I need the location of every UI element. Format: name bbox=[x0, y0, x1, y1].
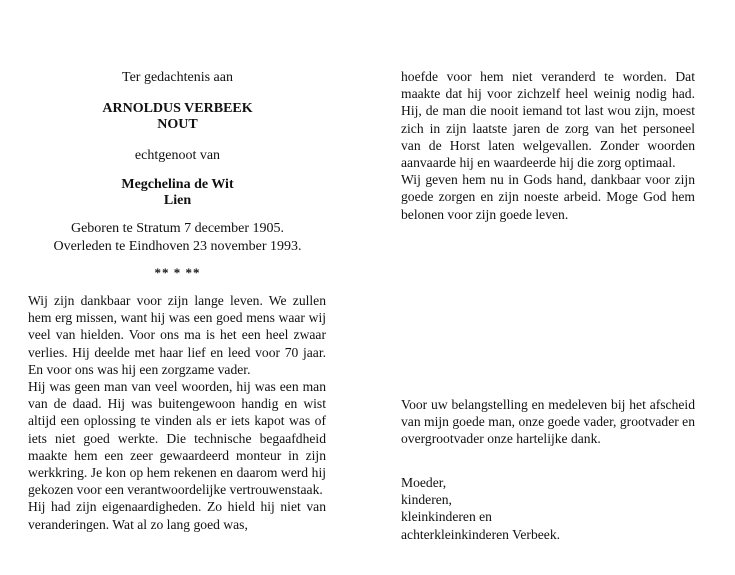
right-paragraph: Wij geven hem nu in Gods hand, dankbaar voor zijn goede zorgen en zijn noeste arbeid. Moge God hem belonen voor zijn goede leven. bbox=[401, 172, 695, 222]
signature-line: kleinkinderen en bbox=[401, 509, 492, 525]
spouse-name-line1: Megchelina de Wit bbox=[121, 177, 234, 192]
deceased-name bbox=[0, 101, 355, 133]
life-dates bbox=[0, 220, 355, 256]
signature-line: achterkleinkinderen Verbeek. bbox=[401, 526, 561, 542]
left-body-text bbox=[28, 292, 326, 533]
death-line: Overleden te Eindhoven 23 november 1993. bbox=[53, 239, 302, 254]
thanks-text bbox=[401, 396, 695, 448]
right-page bbox=[368, 0, 735, 575]
spouse-name bbox=[0, 177, 355, 209]
signature-block bbox=[401, 474, 701, 543]
left-paragraph: Hij was geen man van veel woorden, hij was een man van de daad. Hij was buitengewoon handig en wist altijd een oplossing te vinden als er iets kapot was of iets niet goed werkte. Die technische begaafdheid maakte hem een zeer gewaardeerd monteur in zijn werkkring. Je kon op hem rekenen en daarom werd hij gekozen voor een verantwoordelijke vertrouwenstaak. bbox=[28, 379, 326, 498]
right-body-text bbox=[401, 68, 695, 223]
separator-stars: ** * ** bbox=[154, 265, 201, 280]
left-paragraph: Hij had zijn eigenaardigheden. Zo hield hij niet van veranderingen. Wat al zo lang goed was, bbox=[28, 499, 326, 532]
memorial-intro: Ter gedachtenis aan bbox=[122, 70, 233, 85]
birth-line: Geboren te Stratum 7 december 1905. bbox=[70, 221, 285, 236]
spouse-intro: echtgenoot van bbox=[134, 148, 221, 163]
spouse-name-line2: Lien bbox=[163, 193, 192, 208]
signature-line: Moeder, bbox=[401, 475, 447, 490]
deceased-name-line2: NOUT bbox=[157, 117, 198, 132]
right-paragraph: hoefde voor hem niet veranderd te worden. Dat maakte dat hij voor zichzelf heel weinig nodig had. Hij, de man die nooit iemand tot last wou zijn, moest zich in zijn laatste jaren de zorg van het personeel van de Horst laten welgevallen. Zonder woorden aanvaarde hij en waardeerde hij die zorg optimaal. bbox=[401, 69, 695, 171]
thanks-paragraph: Voor uw belangstelling en medeleven bij het afscheid van mijn goede man, onze goede vader, grootvader en overgrootvader onze hartelijke dank. bbox=[401, 397, 695, 447]
signature-line: kinderen, bbox=[401, 492, 452, 508]
deceased-name-line1: ARNOLDUS VERBEEK bbox=[102, 101, 253, 116]
left-paragraph: Wij zijn dankbaar voor zijn lange leven. We zullen hem erg missen, want hij was een goed mens waar wij veel van hielden. Voor ons ma is het een heel zwaar verlies. Hij deelde met haar lief en leed voor 70 jaar. En voor ons was hij een zorgzame vader. bbox=[28, 293, 326, 377]
